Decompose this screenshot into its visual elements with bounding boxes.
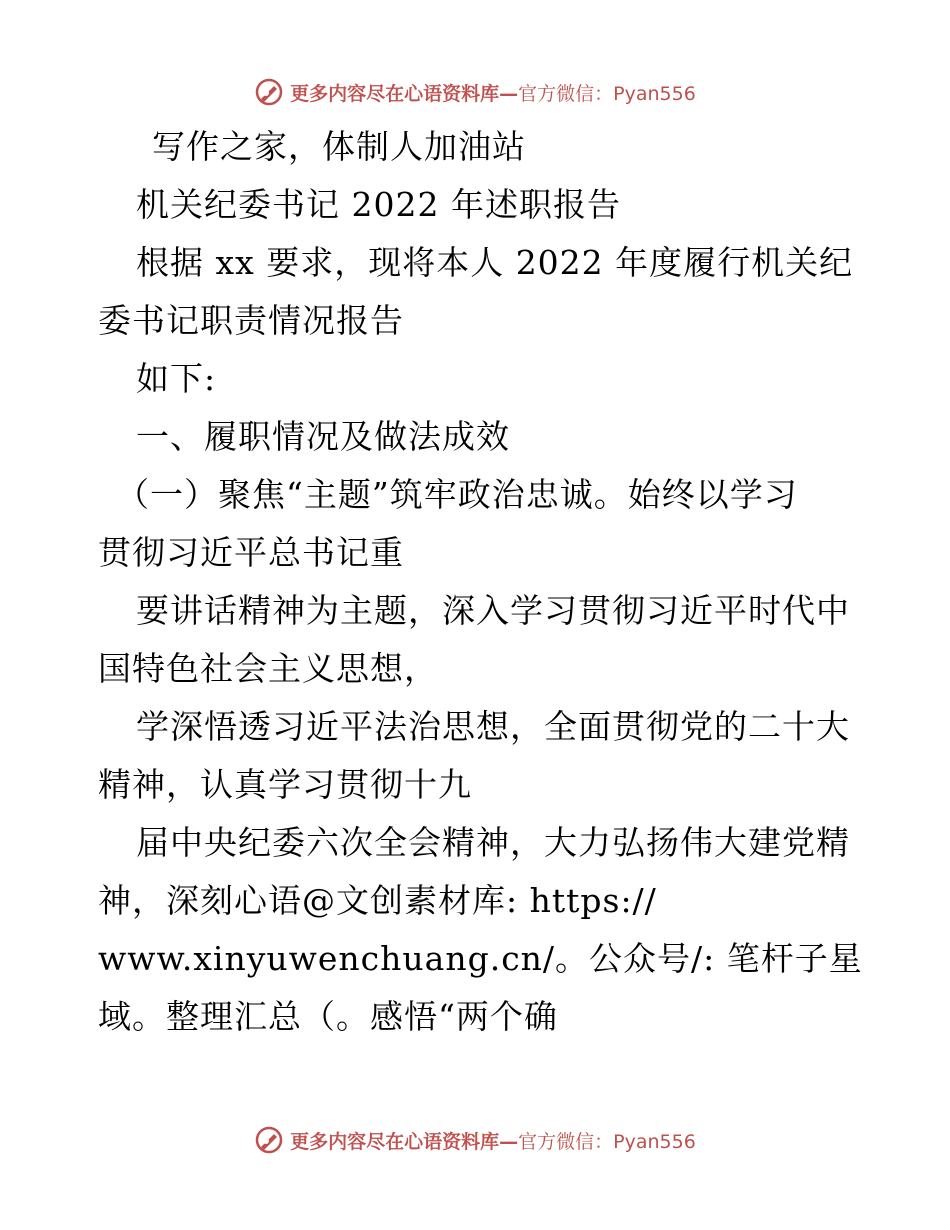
doc-heading: 一、履职情况及做法成效 — [136, 417, 510, 456]
doc-line: 神，深刻心语@文创素材库: https:// — [98, 881, 657, 920]
doc-line: 如下: — [136, 359, 217, 398]
watermark-main: 更多内容尽在心语资料库 — [290, 82, 500, 105]
doc-line: 根据 xx 要求，现将本人 2022 年度履行机关纪 — [136, 243, 854, 282]
doc-line: 国特色社会主义思想， — [98, 649, 438, 688]
watermark-footer — [0, 1120, 950, 1160]
watermark-sep: — — [499, 82, 519, 105]
watermark-contact: 官方微信：Pyan556 — [518, 82, 696, 105]
watermark-text — [290, 79, 696, 106]
pen-nib-circle-icon — [254, 1125, 284, 1155]
watermark-contact: 官方微信：Pyan556 — [518, 1130, 696, 1153]
doc-title: 机关纪委书记 2022 年述职报告 — [136, 185, 621, 224]
doc-line: 贯彻习近平总书记重 — [98, 533, 404, 572]
watermark-header — [0, 72, 950, 112]
doc-line: 要讲话精神为主题，深入学习贯彻习近平时代中 — [136, 591, 850, 630]
doc-line: 委书记职责情况报告 — [98, 301, 404, 340]
watermark-main: 更多内容尽在心语资料库 — [290, 1130, 500, 1153]
watermark-text — [290, 1127, 696, 1154]
watermark-sep: — — [499, 1130, 519, 1153]
doc-line: 写作之家，体制人加油站 — [152, 127, 526, 166]
doc-line: www.xinyuwenchuang.cn/。公众号/: 笔杆子星 — [98, 939, 863, 978]
doc-line: 届中央纪委六次全会精神，大力弘扬伟大建党精 — [136, 823, 850, 862]
doc-line: 域。整理汇总（。感悟“两个确 — [98, 997, 558, 1036]
doc-line: （一）聚焦“主题”筑牢政治忠诚。始终以学习 — [116, 475, 798, 514]
pen-nib-circle-icon — [254, 77, 284, 107]
doc-line: 学深悟透习近平法治思想，全面贯彻党的二十大 — [136, 707, 850, 746]
doc-line: 精神，认真学习贯彻十九 — [98, 765, 472, 804]
